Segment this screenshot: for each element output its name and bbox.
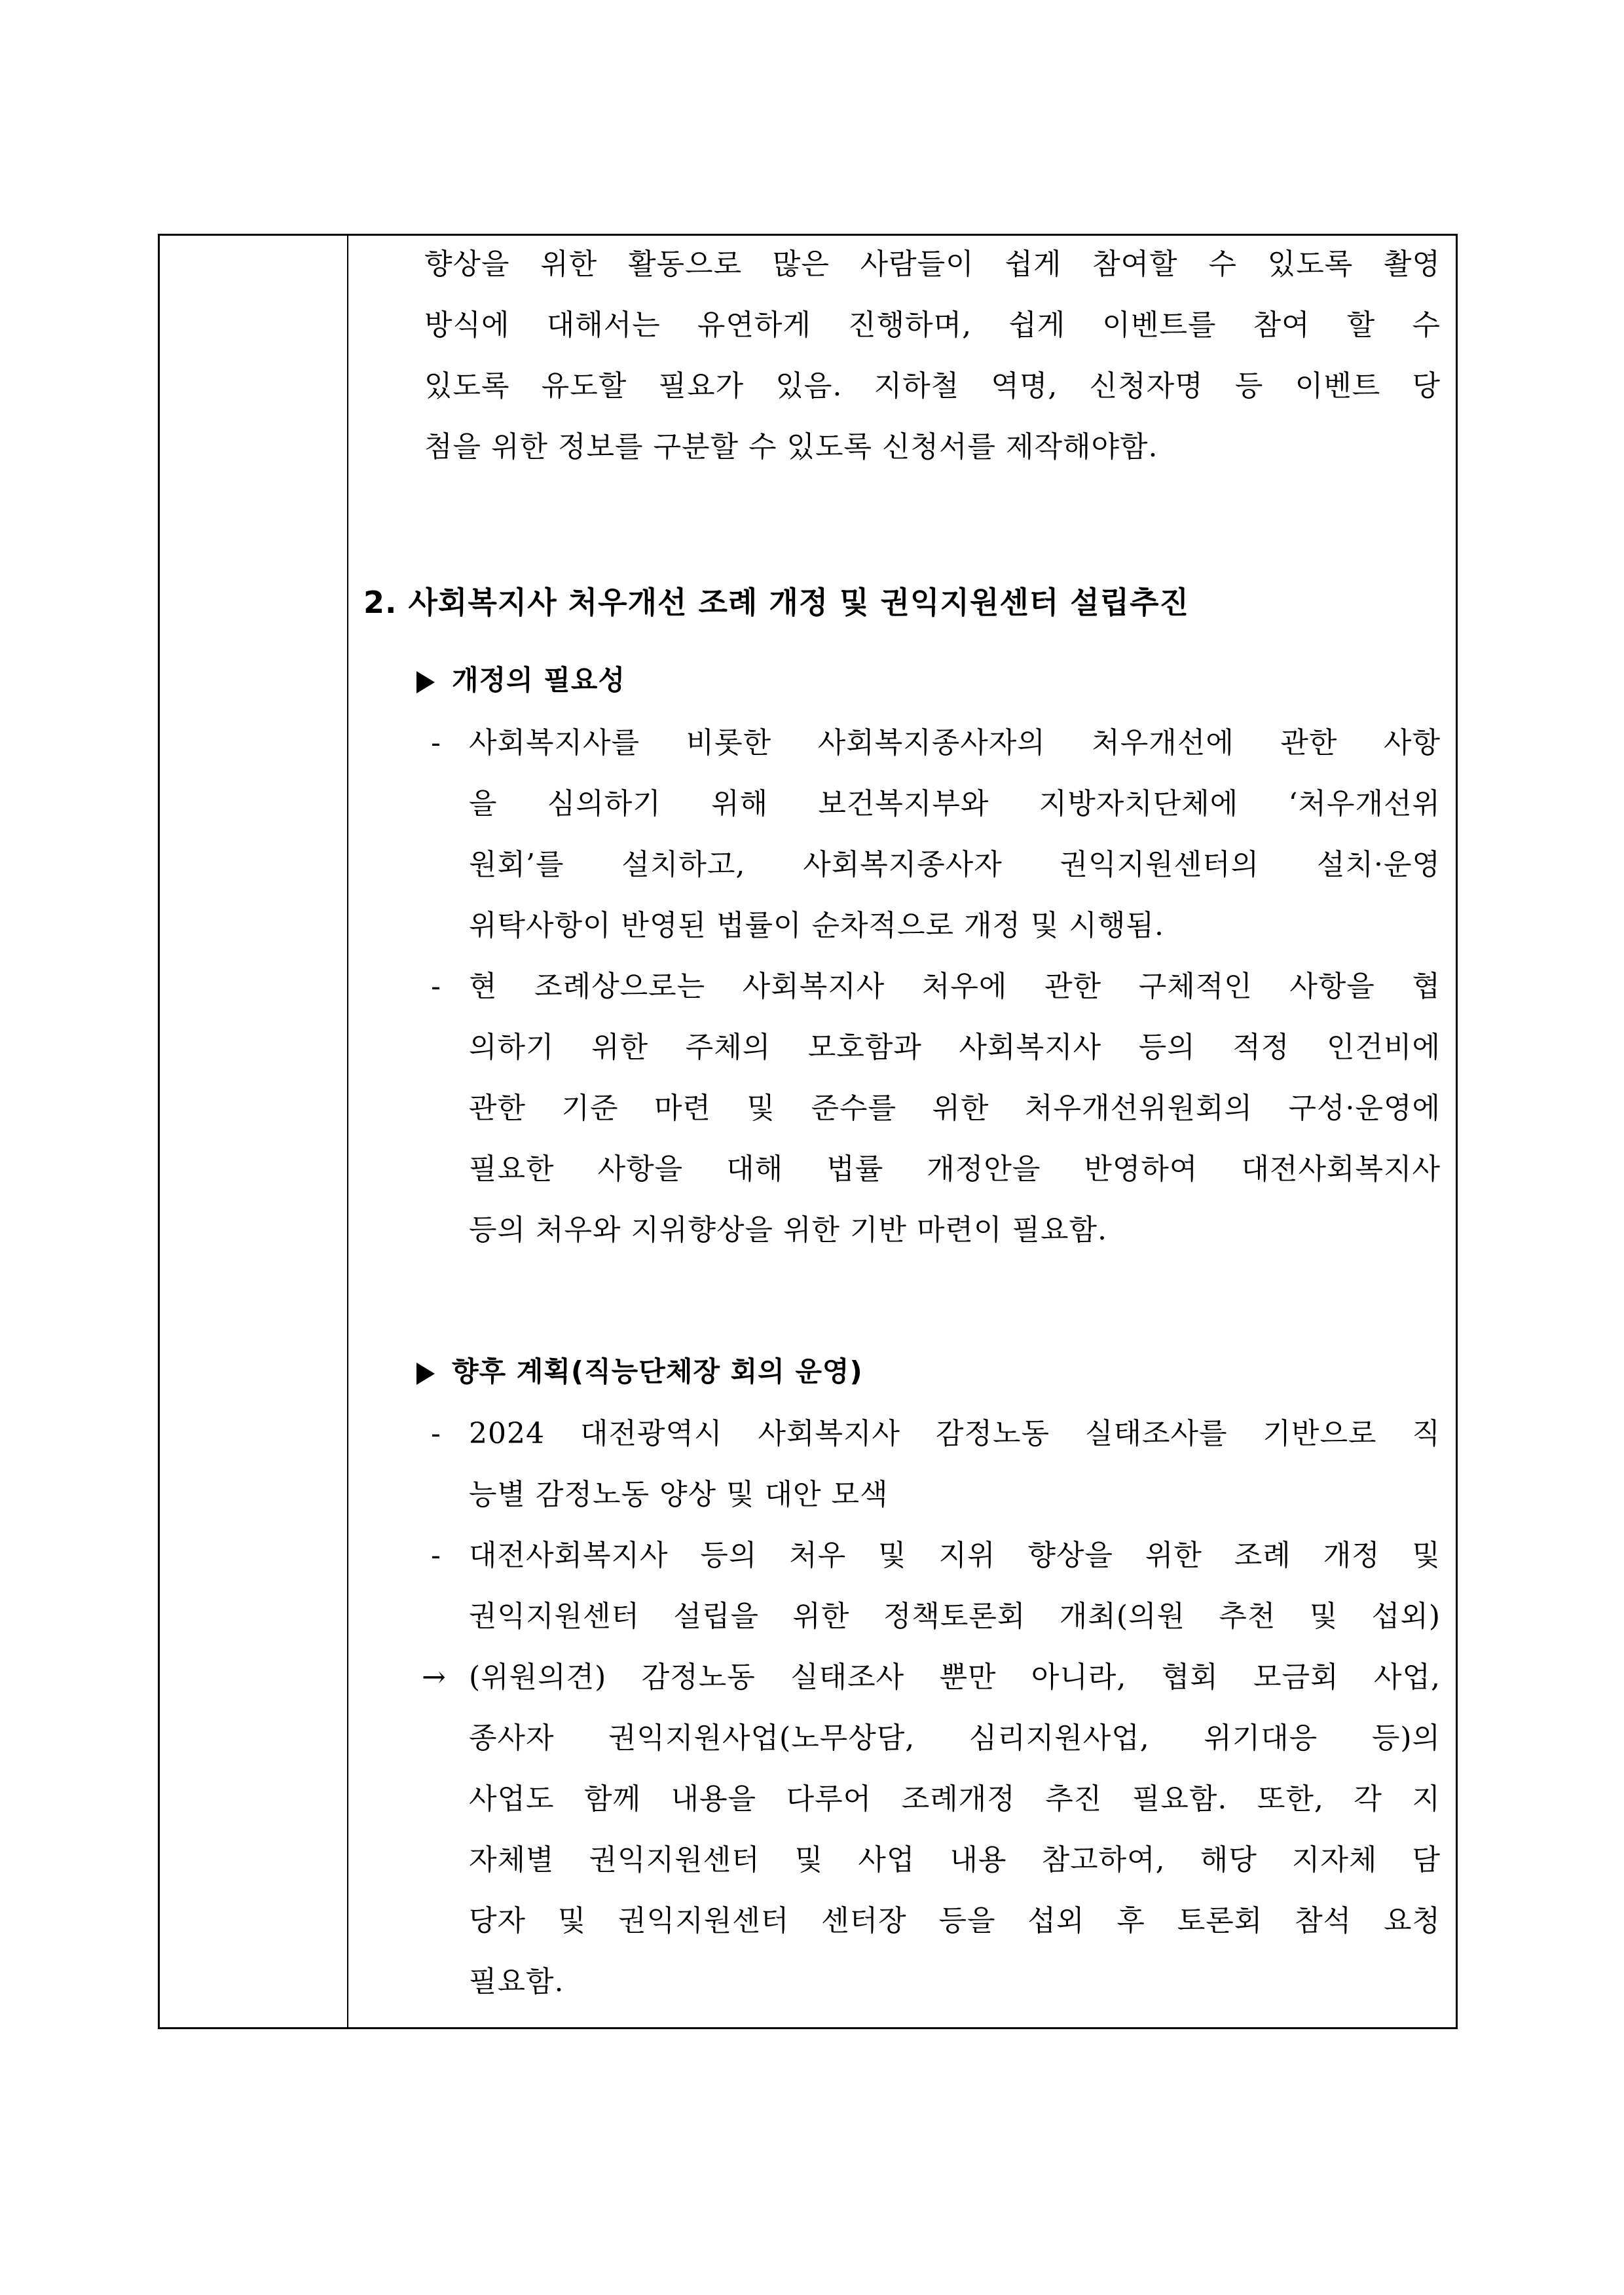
subheading-need — [416, 661, 625, 700]
document-table — [158, 234, 1458, 2029]
dash-marker: - — [431, 726, 441, 760]
paragraph-line: 있도록 유도할 필요가 있음. 지하철 역명, 신청자명 등 이벤트 당 — [424, 369, 1441, 403]
opinion-line: 당자 및 권익지원센터 센터장 등을 섭외 후 토론회 참석 요청 — [469, 1904, 1441, 1937]
dash-marker: - — [431, 1417, 441, 1450]
opinion-line: (위원의견) 감정노동 실태조사 뿐만 아니라, 협회 모금회 사업, — [469, 1661, 1441, 1694]
dash-marker: - — [431, 970, 441, 1003]
content-cell — [160, 236, 1456, 2027]
paragraph-line: 향상을 위한 활동으로 많은 사람들이 쉽게 참여할 수 있도록 촬영 — [424, 248, 1441, 281]
opinion-line: 사업도 함께 내용을 다루어 조례개정 추진 필요함. 또한, 각 지 — [469, 1782, 1441, 1816]
bullet-line: 현 조례상으로는 사회복지사 처우에 관한 구체적인 사항을 협 — [469, 970, 1441, 1003]
opinion-line: 필요함. — [469, 1965, 564, 1998]
bullet-line: 관한 기준 마련 및 준수를 위한 처우개선위원회의 구성·운영에 — [469, 1092, 1441, 1125]
bullet-line: 대전사회복지사 등의 처우 및 지위 향상을 위한 조례 개정 및 — [469, 1539, 1441, 1572]
subheading-label: 향후 계획(직능단체장 회의 운영) — [452, 1355, 863, 1387]
bullet-line: 필요한 사항을 대해 법률 개정안을 반영하여 대전사회복지사 — [469, 1152, 1441, 1186]
bullet-line: 원회’를 설치하고, 사회복지종사자 권익지원센터의 설치·운영 — [469, 848, 1441, 881]
paragraph-line: 첨을 위한 정보를 구분할 수 있도록 신청서를 제작해야함. — [424, 430, 1158, 464]
arrow-marker: → — [422, 1661, 447, 1694]
opinion-line: 자체별 권익지원센터 및 사업 내용 참고하여, 해당 지자체 담 — [469, 1843, 1441, 1877]
paragraph-line: 방식에 대해서는 유연하게 진행하며, 쉽게 이벤트를 참여 할 수 — [424, 308, 1441, 342]
bullet-line: 능별 감정노동 양상 및 대안 모색 — [469, 1478, 889, 1511]
triangle-bullet-icon — [416, 1363, 435, 1385]
opinion-line: 종사자 권익지원사업(노무상담, 심리지원사업, 위기대응 등)의 — [469, 1721, 1441, 1755]
bullet-line: 위탁사항이 반영된 법률이 순차적으로 개정 및 시행됨. — [469, 909, 1164, 942]
bullet-line: 을 심의하기 위해 보건복지부와 지방자치단체에 ‘처우개선위 — [469, 787, 1441, 820]
subheading-label: 개정의 필요성 — [452, 664, 626, 696]
bullet-line: 2024 대전광역시 사회복지사 감정노동 실태조사를 기반으로 직 — [469, 1417, 1441, 1450]
dash-marker: - — [431, 1539, 441, 1572]
bullet-line: 의하기 위한 주체의 모호함과 사회복지사 등의 적정 인건비에 — [469, 1031, 1441, 1064]
bullet-line: 사회복지사를 비롯한 사회복지종사자의 처우개선에 관한 사항 — [469, 726, 1441, 760]
section-title: 2. 사회복지사 처우개선 조례 개정 및 권익지원센터 설립추진 — [363, 585, 1190, 620]
bullet-line: 등의 처우와 지위향상을 위한 기반 마련이 필요함. — [469, 1213, 1107, 1247]
bullet-line: 권익지원센터 설립을 위한 정책토론회 개최(의원 추천 및 섭외) — [469, 1600, 1441, 1633]
triangle-bullet-icon — [416, 671, 435, 693]
subheading-plan — [416, 1352, 863, 1391]
